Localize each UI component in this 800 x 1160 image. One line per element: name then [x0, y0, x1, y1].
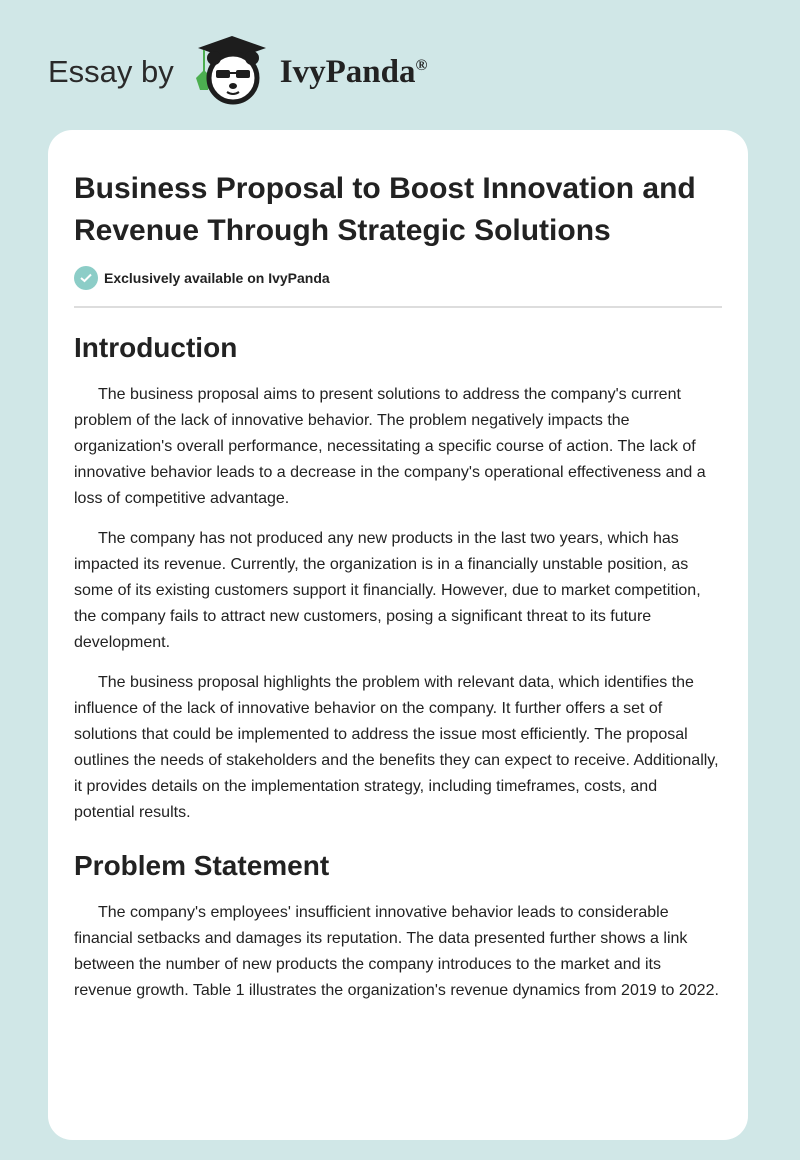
panda-logo-icon[interactable] [192, 34, 270, 111]
divider [74, 306, 722, 308]
section-heading-introduction: Introduction [74, 332, 238, 363]
check-icon [74, 266, 98, 290]
paragraph: The company's employees' insufficient innovative behavior leads to considerable financial setbacks and damages its reputation. The data presented further shows a link between the number of new products the company introduces to the market and its revenue growth. Table 1 illustrates the organization's revenue dynamics from 2019 to 2022. [74, 904, 719, 999]
paragraph: The company has not produced any new products in the last two years, which has impacted its revenue. Currently, the organization is in a financially unstable position, as some of its existing customers support it financially. However, due to market competition, the company fails to attract new customers, posing a significant threat to its future development. [74, 530, 701, 651]
paragraph: The business proposal highlights the problem with relevant data, which identifies the influence of the lack of innovative behavior on the company. It further offers a set of solutions that could be implemented to address the issue most efficiently. The proposal outlines the needs of stakeholders and the benefits they can expect to receive. Additionally, it provides details on the implementation strategy, including timeframes, costs, and potential results. [74, 674, 719, 821]
essay-by-label: Essay by [48, 54, 174, 89]
badge-label: Exclusively available on IvyPanda [104, 270, 330, 286]
essay-card [48, 130, 748, 1140]
page-title: Business Proposal to Boost Innovation and Revenue Through Strategic Solutions [74, 172, 696, 247]
site-header [48, 34, 427, 110]
paragraph: The business proposal aims to present solutions to address the company's current problem of the lack of innovative behavior. The problem negatively impacts the organization's overall performance, necessitating a specific course of action. The lack of innovative behavior leads to a decrease in the company's operational effectiveness and a loss of competitive advantage. [74, 386, 706, 507]
brand-name[interactable] [280, 54, 428, 91]
brand-text: IvyPanda [279, 53, 416, 90]
registered-mark: ® [415, 56, 428, 74]
section-heading-problem-statement: Problem Statement [74, 850, 330, 881]
exclusive-badge [74, 266, 722, 290]
